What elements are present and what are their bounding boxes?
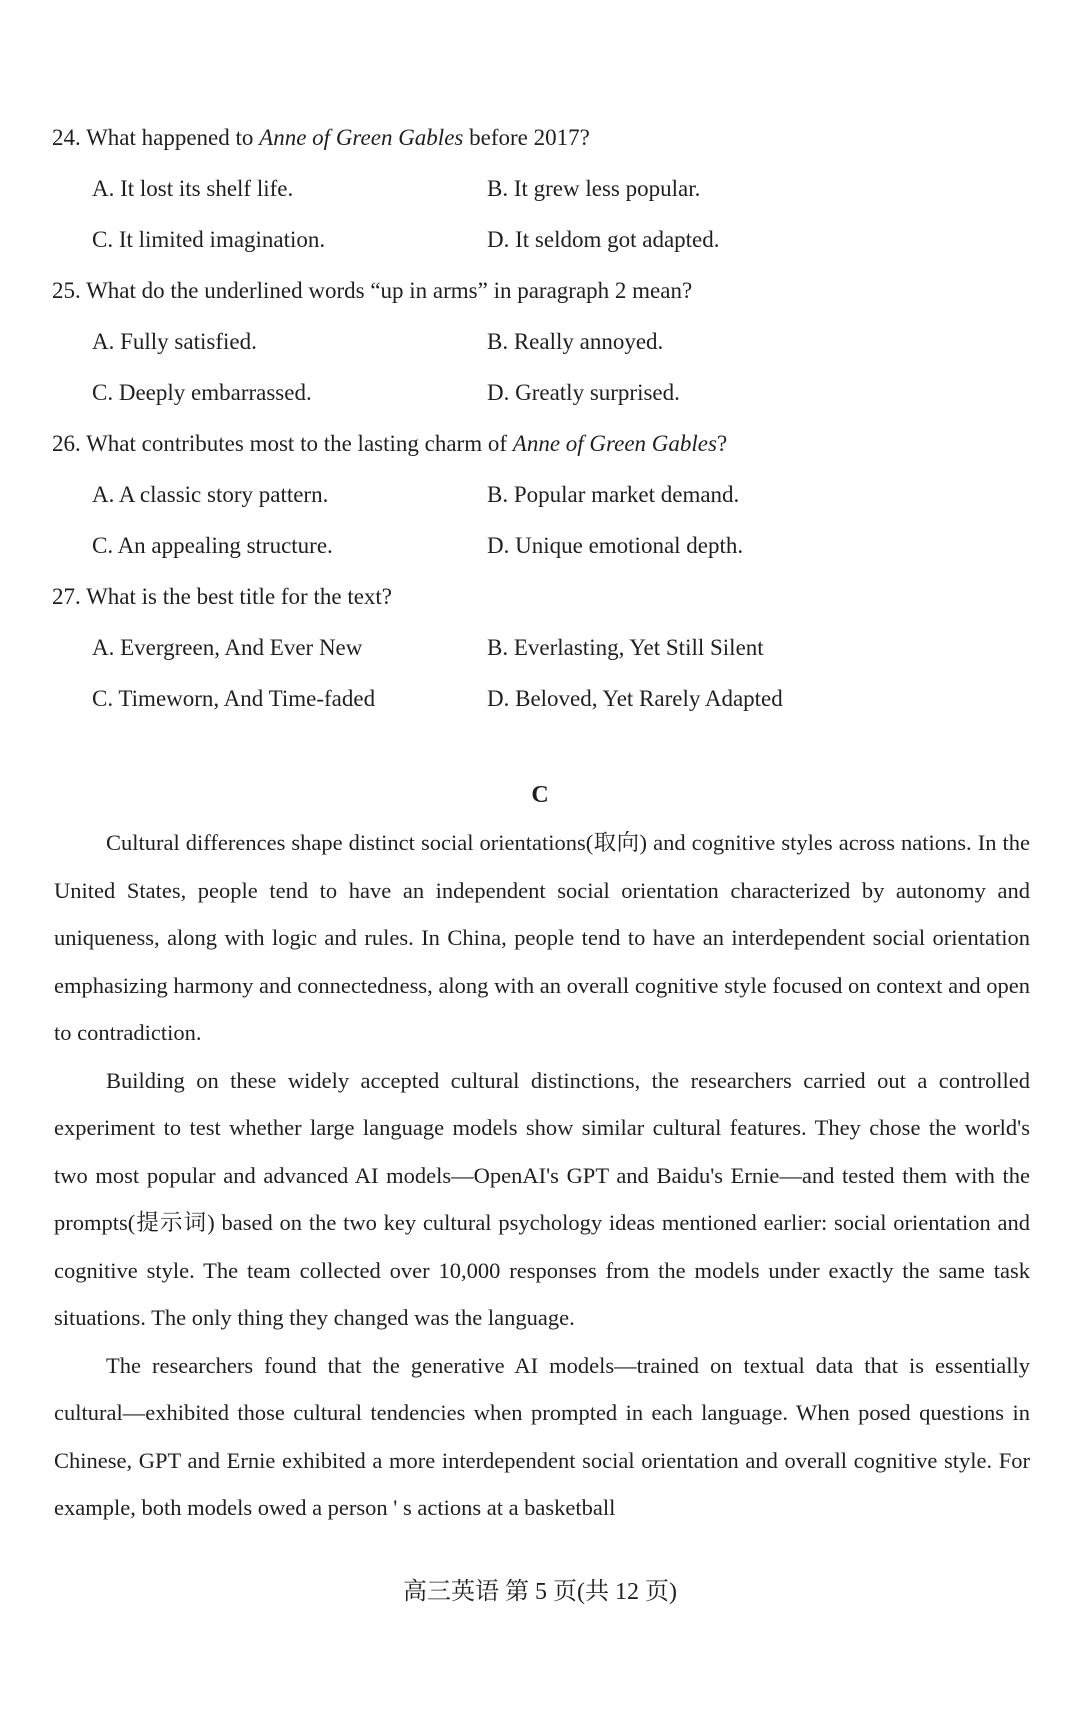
question-text: ? xyxy=(716,431,728,456)
options-row xyxy=(52,673,1032,724)
option-d[interactable]: D. Beloved, Yet Rarely Adapted xyxy=(487,686,783,711)
question-number: 27. xyxy=(52,584,81,609)
option-a[interactable]: A. A classic story pattern. xyxy=(92,482,329,507)
option-c[interactable]: C. Deeply embarrassed. xyxy=(92,380,312,405)
page-footer: 高三英语 第 5 页(共 12 页) xyxy=(403,1579,677,1605)
passage-paragraph-3: The researchers found that the generative AI models—trained on textual data that is essentially cultural—exhibited those cultural tendencies when prompted in each language. When posed questions in Chinese, GPT and Ernie exhibited a more interdependent social orientation and overall cognitive style. For example, both models owed a person ' s actions at a basketball xyxy=(54,1352,1030,1520)
option-c[interactable]: C. It limited imagination. xyxy=(92,227,326,252)
option-a[interactable]: A. Fully satisfied. xyxy=(92,329,257,354)
question-24-stem xyxy=(52,112,1032,163)
question-text: What contributes most to the lasting charm of xyxy=(80,431,513,456)
option-a[interactable]: A. Evergreen, And Ever New xyxy=(92,635,363,660)
options-row xyxy=(52,469,1032,520)
option-d[interactable]: D. Unique emotional depth. xyxy=(487,533,744,558)
question-text: What is the best title for the text? xyxy=(80,584,393,609)
question-26-stem xyxy=(52,418,1032,469)
question-number: 26. xyxy=(52,431,81,456)
options-row xyxy=(52,316,1032,367)
option-d[interactable]: D. It seldom got adapted. xyxy=(487,227,720,252)
passage-paragraph-2: Building on these widely accepted cultural distinctions, the researchers carried out a controlled experiment to test whether large language models show similar cultural features. They chose the world's two most popular and advanced AI models—OpenAI's GPT and Baidu's Ernie—and tested them with the prompts(提示词) based on the two key cultural psychology ideas mentioned earlier: social orientation and cognitive style. The team collected over 10,000 responses from the models under exactly the same task situations. The only thing they changed was the language. xyxy=(54,1067,1030,1330)
option-b[interactable]: B. It grew less popular. xyxy=(487,176,701,201)
options-row xyxy=(52,367,1032,418)
reading-passage xyxy=(54,819,1030,1532)
option-c[interactable]: C. An appealing structure. xyxy=(92,533,333,558)
question-number: 25. xyxy=(52,278,81,303)
section-heading: C xyxy=(531,782,549,808)
question-number: 24. xyxy=(52,125,81,150)
book-title: Anne of Green Gables xyxy=(512,431,717,456)
question-list xyxy=(52,112,1032,724)
option-b[interactable]: B. Everlasting, Yet Still Silent xyxy=(487,635,764,660)
options-row xyxy=(52,622,1032,673)
question-27-stem xyxy=(52,571,1032,622)
option-c[interactable]: C. Timeworn, And Time-faded xyxy=(92,686,376,711)
options-row xyxy=(52,163,1032,214)
question-25-stem xyxy=(52,265,1032,316)
options-row xyxy=(52,214,1032,265)
option-d[interactable]: D. Greatly surprised. xyxy=(487,380,680,405)
book-title: Anne of Green Gables xyxy=(259,125,464,150)
option-b[interactable]: B. Really annoyed. xyxy=(487,329,664,354)
option-b[interactable]: B. Popular market demand. xyxy=(487,482,740,507)
question-text: before 2017? xyxy=(463,125,590,150)
question-text: What happened to xyxy=(80,125,260,150)
question-text: What do the underlined words “up in arms” in paragraph 2 mean? xyxy=(80,278,693,303)
options-row xyxy=(52,520,1032,571)
passage-paragraph-1: Cultural differences shape distinct social orientations(取向) and cognitive styles across nations. In the United States, people tend to have an independent social orientation characterized by autonomy and uniqueness, along with logic and rules. In China, people tend to have an interdependent social orientation emphasizing harmony and connectedness, along with an overall cognitive style focused on context and open to contradiction. xyxy=(54,830,1030,1045)
option-a[interactable]: A. It lost its shelf life. xyxy=(92,176,294,201)
